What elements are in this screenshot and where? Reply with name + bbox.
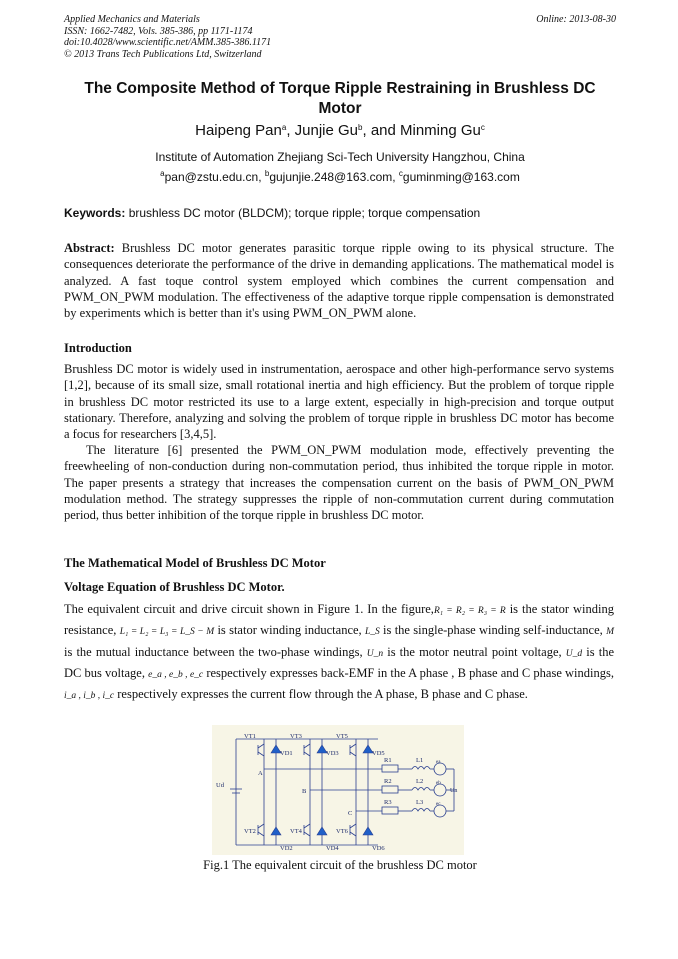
abstract-label: Abstract: (64, 241, 115, 255)
email-address[interactable]: pan@zstu.edu.cn (164, 170, 259, 184)
emf-label: eb (436, 781, 441, 786)
voltage-text: respectively expresses the current flow through the A phase, B phase and C phase. (114, 687, 528, 702)
keywords-text: brushless DC motor (BLDCM); torque ripple; torque compensation (128, 206, 481, 220)
doi-line: doi:10.4028/www.scientific.net/AMM.385-386.1171 (64, 37, 272, 48)
journal-name: Applied Mechanics and Materials (64, 14, 200, 25)
resistor-label: R2 (384, 778, 392, 785)
emf-label: ec (436, 802, 441, 807)
intro-paragraph-2: The literature [6] presented the PWM_ON_PWM modulation mode, effectively preventing the freewheeling of non-conduction during non-commutation period, thus inhibited the torque ripple in motor. The paper presents a strategy that increases the compensation current on the basis of PWM_ON_PWM modulation method. The strategy suppresses the ripple of non-commutation current during commutation period, thus better inhibition of the torque ripple in brushless DC motor. (64, 443, 614, 523)
author-mark: b (358, 123, 363, 132)
node-label: C (348, 810, 353, 817)
inductor-label: L1 (416, 757, 424, 764)
dc-source-label: Ud (216, 782, 224, 789)
copyright-line: © 2013 Trans Tech Publications Ltd, Switzerland (64, 48, 262, 60)
email-list: $^a$pan@zstu.edu.cn, $^b$gujunjie.248@163.com, $^c$guminming@163.com (160, 169, 520, 184)
node-label: B (302, 788, 307, 795)
online-date: Online: 2013-08-30 (536, 14, 616, 25)
voltage-text: is the single-phase winding self-inductance, (379, 623, 607, 638)
voltage-text: is the motor neutral point voltage, (383, 644, 566, 659)
diode-label: VD6 (372, 845, 385, 852)
author-name: Minming Gu (400, 122, 481, 139)
circuit-figure (212, 725, 464, 855)
equation-m: M (606, 627, 614, 638)
transistor-label: VT5 (336, 733, 348, 740)
section-heading-introduction: Introduction (64, 341, 132, 355)
subsection-heading-voltage: Voltage Equation of Brushless DC Motor. (64, 580, 285, 594)
paper-title: The Composite Method of Torque Ripple Restraining in Brushless DC Motor (84, 80, 596, 117)
figure-caption: Fig.1 The equivalent circuit of the brushless DC motor (203, 858, 477, 872)
section-heading-model: The Mathematical Model of Brushless DC Motor (64, 556, 326, 570)
transistor-label: VT4 (290, 828, 302, 835)
diode-label: VD5 (372, 750, 385, 757)
keywords-label: Keywords: (64, 206, 126, 220)
inductor-label: L2 (416, 778, 424, 785)
author-mark: a (281, 123, 287, 132)
transistor-label: VT1 (244, 733, 256, 740)
equation-current: i_a , i_b , i_c (64, 691, 115, 702)
issn-line: ISSN: 1662-7482, Vols. 385-386, pp 1171-1174 (64, 25, 253, 37)
equation-emf: e_a , e_b , e_c (148, 669, 204, 680)
email-mark: b (264, 169, 270, 178)
voltage-text: The equivalent circuit and drive circuit shown in Figure 1. In the figure, (64, 602, 434, 616)
circuit-diagram (212, 725, 464, 855)
equation-r: R₁ = R₂ = R₃ = R (433, 606, 506, 616)
author-name: Junjie Gu (294, 122, 359, 139)
emf-label: ea (436, 760, 441, 765)
transistor-label: VT3 (290, 733, 302, 740)
email-mark: c (398, 169, 403, 178)
voltage-text: is the DC bus voltage, (64, 644, 614, 680)
intro-paragraph-1: Brushless DC motor is widely used in instrumentation, aerospace and other high-performance servo systems [1,2], because of its small size, small rotational inertia and high efficiency. But the problem of torque ripple in brushless DC motor restricted its use to a large extent, especially in high-precision and torque output stationary. Therefore, analyzing and solving the problem of torque ripple in brushless DC motor has become a focus for researchers [3,4,5]. (64, 362, 614, 442)
node-label: A (258, 770, 263, 777)
email-address[interactable]: guminming@163.com (402, 170, 520, 184)
resistor-label: R3 (384, 799, 392, 806)
author-separator: , and (362, 122, 401, 139)
voltage-text: respectively expresses back-EMF in the A phase , B phase and C phase windings, (203, 665, 614, 680)
neutral-label: Un (450, 788, 458, 794)
equation-l: L₁ = L₂ = L₃ = L_S − M (119, 627, 215, 638)
abstract-text: Brushless DC motor generates parasitic torque ripple owing to its physical structure. The consequences deteriorate the performance of the drive in demanding applications. The mathematical model is analyzed. A fast toque control system employed which combines the current compensation and PWM_ON_PWM modulation. The effectiveness of the adaptive torque ripple compensation is demonstrated by experiments which is better than it's using PWM_ON_PWM alone. (64, 241, 615, 321)
email-address[interactable]: gujunjie.248@163.com (269, 170, 393, 184)
diode-label: VD3 (326, 750, 339, 757)
email-mark: a (160, 169, 165, 178)
institution: Institute of Automation Zhejiang Sci-Tech University Hangzhou, China (155, 150, 525, 164)
equation-ls: L_S (364, 627, 380, 638)
voltage-text: is the mutual inductance between the two-phase windings, (64, 644, 367, 659)
diode-label: VD4 (326, 845, 339, 852)
equation-ud: U_d (565, 648, 583, 659)
transistor-label: VT2 (244, 828, 256, 835)
keywords (64, 206, 616, 220)
voltage-paragraph (64, 600, 614, 706)
diode-label: VD2 (280, 845, 293, 852)
voltage-text: is the stator winding resistance, (64, 602, 614, 638)
author-separator: , (286, 122, 295, 139)
equation-un: U_n (366, 648, 384, 659)
author-mark: c (480, 123, 485, 132)
transistor-label: VT6 (336, 828, 348, 835)
resistor-label: R1 (384, 757, 392, 764)
journal-header (64, 14, 616, 60)
voltage-text: is stator winding inductance, (214, 623, 365, 638)
abstract (64, 240, 614, 321)
inductor-label: L3 (416, 799, 424, 806)
diode-label: VD1 (280, 750, 293, 757)
author-list (64, 122, 616, 139)
author-name: Haipeng Pan (195, 122, 282, 139)
